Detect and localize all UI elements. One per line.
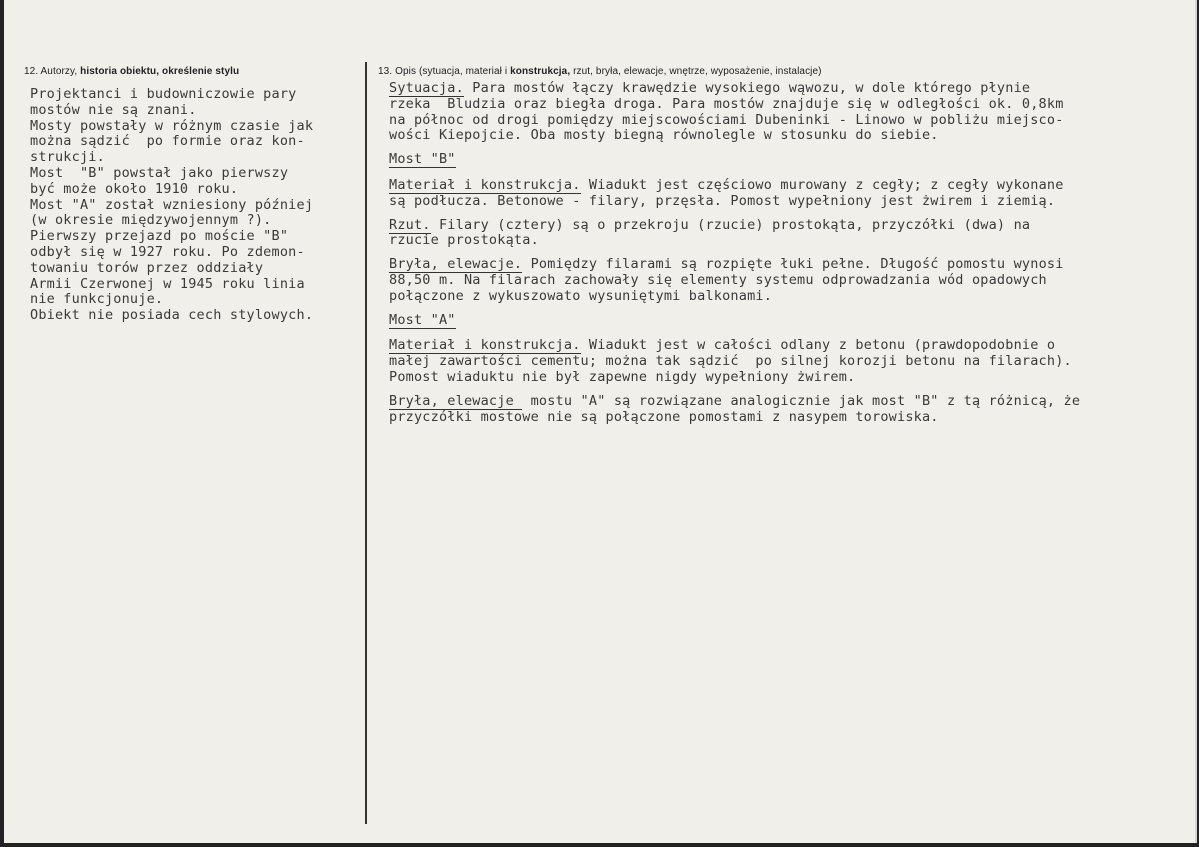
- bridge-a-heading: [389, 313, 1199, 329]
- bridge-b-material: [389, 178, 1199, 210]
- situation-label: Sytuacja.: [389, 80, 464, 96]
- form-label: Bryła, elewacje: [389, 392, 523, 409]
- typed-line: wości Kiepojcie. Oba mosty biegną równolegle w stosunku do siebie.: [389, 127, 939, 144]
- header-text: Autorzy,: [40, 66, 78, 77]
- typed-line: 88,50 m. Na filarach zachowały się elementy systemu odprowadzania wód opadowych: [389, 271, 1047, 288]
- form-label: Bryła, elewacje.: [389, 256, 523, 273]
- section-number: 12.: [24, 66, 39, 77]
- typed-line: Projektanci i budowniczowie pary: [30, 86, 297, 102]
- material-label: Materiał i konstrukcja.: [389, 337, 581, 354]
- typed-text: Para mostów łączy krawędzie wysokiego wąwozu, w dole którego płynie: [463, 80, 1031, 96]
- typed-line: Most "B" powstał jako pierwszy: [30, 164, 289, 181]
- header-text-bold: konstrukcja,: [510, 66, 571, 77]
- typed-text: Pomiędzy filarami są rozpięte łuki pełne. Długość pomostu wynosi: [522, 256, 1064, 273]
- bridge-a-title: Most "A": [389, 311, 456, 328]
- plan-label: Rzut.: [389, 216, 431, 233]
- bridge-a-form: [389, 394, 1199, 426]
- typed-text: Wiadukt jest w całości odlany z betonu (prawdopodobnie o: [580, 337, 1056, 354]
- typed-line: nie funkcjonuje.: [30, 291, 164, 308]
- section-number: 13.: [378, 66, 393, 77]
- typed-line: Obiekt nie posiada cech stylowych.: [30, 307, 314, 324]
- typed-line: Armii Czerwonej w 1945 roku linia: [30, 275, 305, 292]
- document-card: [4, 0, 1197, 843]
- typed-line: rzeka Bludzia oraz biegła droga. Para mostów znajduje się w odległości ok. 0,8km: [389, 95, 1064, 112]
- section-13-header: [378, 66, 822, 77]
- header-text-bold: historia obiektu,: [80, 66, 160, 77]
- typed-line: odbył się w 1927 roku. Po zdemon-: [30, 243, 305, 260]
- column-divider: [365, 62, 367, 824]
- typed-line: Mosty powstały w różnym czasie jak: [30, 117, 314, 134]
- typed-line: być może około 1910 roku.: [30, 180, 239, 197]
- bridge-b-title: Most "B": [389, 151, 456, 168]
- typed-line: (w okresie międzywojennym ?).: [30, 212, 272, 229]
- typed-line: połączone z wykuszowato wysuniętymi balkonami.: [389, 287, 773, 304]
- header-text: rzut, bryła, elewacje, wnętrze, wyposażenie, instalacje): [573, 66, 822, 77]
- typed-line: na północ od drogi pomiędzy miejscowościami Dubeninki - Linowo w pobliżu miejsco-: [389, 111, 1064, 128]
- typed-line: Pierwszy przejazd po moście "B": [30, 228, 289, 245]
- typed-line: można sądzić po formie oraz kon-: [30, 133, 305, 150]
- typed-text: mostu "A" są rozwiązane analogicznie jak most "B" z tą różnicą, że: [522, 392, 1081, 409]
- typed-line: są podłucza. Betonowe - filary, przęsła. Pomost wypełniony jest żwirem i ziemią.: [389, 192, 1056, 209]
- header-text: (sytuacja, materiał i: [418, 66, 508, 77]
- bridge-b-plan: [389, 218, 1199, 250]
- typed-line: małej zawartości cementu; można tak sądzić po silnej korozji betonu na filarach).: [389, 353, 1072, 370]
- material-label: Materiał i konstrukcja.: [389, 176, 581, 193]
- bridge-b-form: [389, 257, 1199, 304]
- typed-line: strukcji.: [30, 149, 105, 166]
- history-column: [30, 87, 365, 324]
- header-text-bold: określenie stylu: [162, 66, 240, 77]
- bridge-b-heading: [389, 152, 1199, 168]
- typed-line: Pomost wiaduktu nie był zapewne nigdy wypełniony żwirem.: [389, 368, 856, 385]
- situation-paragraph: [389, 81, 1199, 144]
- typed-text: Filary (cztery) są o przekroju (rzucie) prostokąta, przyczółki (dwa) na: [430, 216, 1031, 233]
- typed-line: Most "A" został wzniesiony później: [30, 196, 314, 213]
- bridge-a-material: [389, 338, 1199, 385]
- header-text: Opis: [395, 66, 417, 77]
- typed-line: rzucie prostokąta.: [389, 232, 539, 249]
- typed-line: przyczółki mostowe nie są połączone pomostami z nasypem torowiska.: [389, 408, 939, 425]
- description-column: [389, 81, 1199, 433]
- typed-line: mostów nie są znani.: [30, 101, 197, 118]
- typed-text: Wiadukt jest częściowo murowany z cegły; z cegły wykonane: [580, 176, 1064, 193]
- typed-line: towaniu torów przez oddziały: [30, 259, 264, 276]
- section-12-header: [24, 66, 239, 77]
